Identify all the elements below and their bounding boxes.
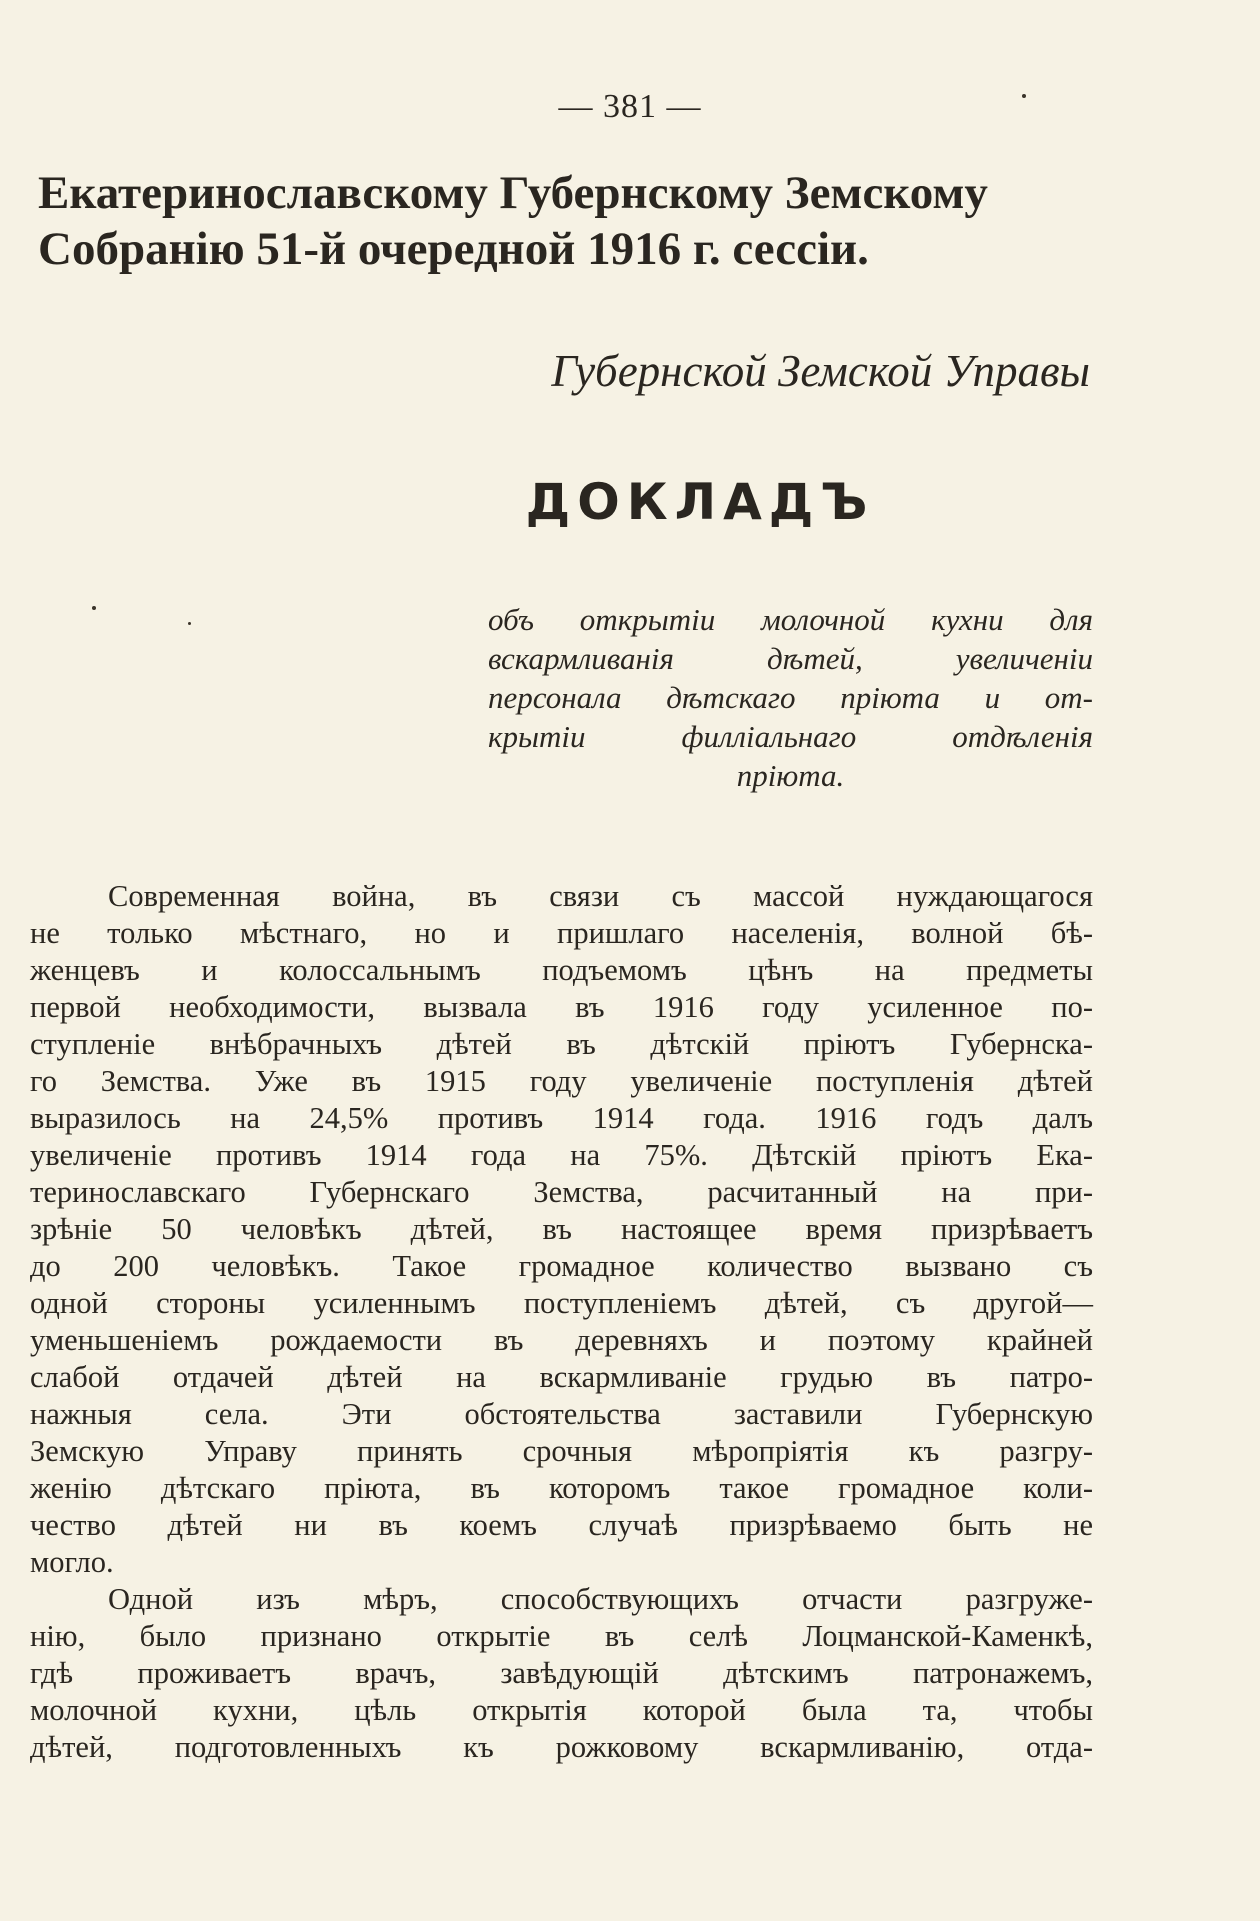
report-title: ДОКЛАДЪ — [525, 473, 875, 531]
text-line: женцевъ и колоссальнымъ подъемомъ цѣнъ на предметы — [30, 953, 1093, 987]
text-line: го Земства. Уже въ 1915 году увеличеніе поступленія дѣтей — [30, 1064, 1093, 1098]
report-subject — [488, 600, 1093, 795]
text-line: слабой отдачей дѣтей на вскармливаніе грудью въ патро- — [30, 1360, 1093, 1394]
text-line: ступленіе внѣбрачныхъ дѣтей въ дѣтскій пріютъ Губернска- — [30, 1027, 1093, 1061]
paragraph-1 — [30, 878, 1093, 1581]
text-line: зрѣніе 50 человѣкъ дѣтей, въ настоящее время призрѣваетъ — [30, 1212, 1093, 1246]
text-line: нажныя села. Эти обстоятельства заставили Губернскую — [30, 1397, 1093, 1431]
text-line: Современная война, въ связи съ массой нуждающагося — [108, 879, 1093, 913]
text-line: могло. — [30, 1545, 114, 1579]
print-speck — [188, 622, 191, 625]
text-line: Одной изъ мѣръ, способствующихъ отчасти разгруже- — [108, 1582, 1093, 1616]
text-line: уменьшеніемъ рождаемости въ деревняхъ и поэтому крайней — [30, 1323, 1093, 1357]
text-line: увеличеніе противъ 1914 года на 75%. Дѣтскій пріютъ Ека- — [30, 1138, 1093, 1172]
text-line: одной стороны усиленнымъ поступленіемъ дѣтей, съ другой— — [30, 1286, 1093, 1320]
issuer-signature: Губернской Земской Управы — [551, 346, 1090, 396]
text-line: теринославскаго Губернскаго Земства, расчитанный на при- — [30, 1175, 1093, 1209]
text-line: молочной кухни, цѣль открытія которой была та, чтобы — [30, 1693, 1093, 1727]
heading-line-1: Екатеринославскому Губернскому Земскому — [38, 167, 988, 219]
text-line: гдѣ проживаетъ врачъ, завѣдующій дѣтскимъ патронажемъ, — [30, 1656, 1093, 1690]
subject-line: вскармливанія дѣтей, увеличеніи — [488, 641, 1093, 676]
text-line: женію дѣтскаго пріюта, въ которомъ такое громадное коли- — [30, 1471, 1093, 1505]
body-text — [30, 878, 1093, 1766]
subject-line: крытіи филліальнаго отдѣленія — [488, 719, 1093, 754]
text-line: не только мѣстнаго, но и пришлаго населенія, волной бѣ- — [30, 916, 1093, 950]
text-line: дѣтей, подготовленныхъ къ рожковому вскармливанію, отда- — [30, 1730, 1093, 1764]
text-line: до 200 человѣкъ. Такое громадное количество вызвано съ — [30, 1249, 1093, 1283]
subject-line: объ открытіи молочной кухни для — [488, 602, 1093, 637]
text-line: выразилось на 24,5% противъ 1914 года. 1916 годъ далъ — [30, 1101, 1093, 1135]
print-speck — [92, 606, 96, 610]
page-number: — 381 — — [558, 88, 702, 125]
text-line: Земскую Управу принять срочныя мѣропріятія къ разгру- — [30, 1434, 1093, 1468]
document-heading — [38, 165, 1098, 277]
heading-line-2: Собранію 51-й очередной 1916 г. сессіи. — [38, 223, 869, 275]
text-line: чество дѣтей ни въ коемъ случаѣ призрѣваемо быть не — [30, 1508, 1093, 1542]
text-line: первой необходимости, вызвала въ 1916 году усиленное по- — [30, 990, 1093, 1024]
subject-line: пріюта. — [736, 758, 845, 793]
text-line: нію, было признано открытіе въ селѣ Лоцманской-Каменкѣ, — [30, 1619, 1093, 1653]
print-speck — [1022, 94, 1026, 98]
subject-line: персонала дѣтскаго пріюта и от- — [488, 680, 1093, 715]
paragraph-2 — [30, 1581, 1093, 1766]
